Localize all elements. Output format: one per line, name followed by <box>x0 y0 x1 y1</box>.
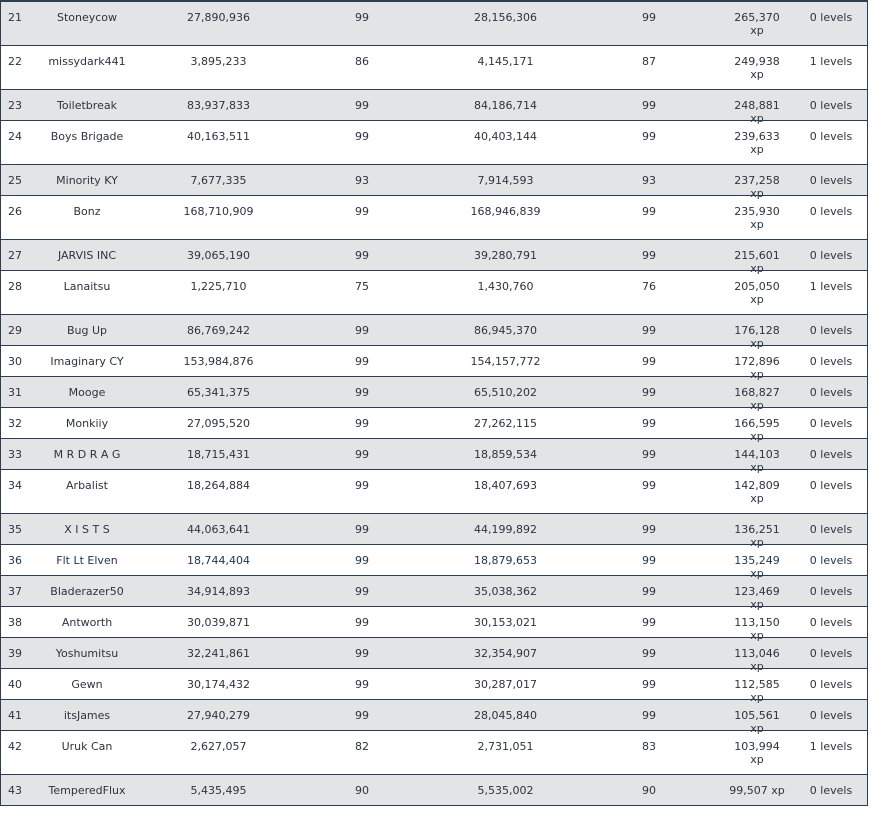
start-level-cell: 99 <box>355 585 369 598</box>
table-row <box>1 196 867 240</box>
player-name-cell: Imaginary CY <box>50 355 124 368</box>
start-xp-cell: 27,890,936 <box>187 11 250 24</box>
rank-cell: 37 <box>8 585 22 598</box>
table-row <box>1 669 867 704</box>
xp-gained-cell <box>719 121 795 156</box>
end-xp-cell: 35,038,362 <box>474 585 537 598</box>
table-row <box>1 545 867 580</box>
end-xp-cell: 154,157,772 <box>470 355 541 368</box>
table-row <box>1 121 867 165</box>
start-level-cell: 99 <box>355 205 369 218</box>
start-level-cell: 99 <box>355 386 369 399</box>
start-level-cell: 90 <box>355 784 369 797</box>
levels-gained-cell: 0 levels <box>809 554 853 567</box>
end-level-cell: 99 <box>642 324 656 337</box>
xp-gained-text: 168,827 xp <box>734 386 780 412</box>
player-name-cell: TemperedFlux <box>48 784 126 797</box>
table-row <box>1 271 867 315</box>
player-name-cell: Bug Up <box>66 324 108 337</box>
start-level-cell: 99 <box>355 448 369 461</box>
xp-gained-cell <box>719 240 795 275</box>
end-level-cell: 87 <box>642 55 656 68</box>
start-level-cell: 99 <box>355 99 369 112</box>
levels-gained-cell: 0 levels <box>809 324 853 337</box>
xp-gained-cell <box>719 196 795 231</box>
player-name-cell: missydark441 <box>48 55 126 68</box>
start-level-cell: 99 <box>355 11 369 24</box>
levels-gained-cell: 0 levels <box>809 205 853 218</box>
start-level-cell: 99 <box>355 616 369 629</box>
xp-gained-cell <box>719 607 795 642</box>
rank-cell: 30 <box>8 355 22 368</box>
table-row <box>1 514 867 549</box>
rank-cell: 23 <box>8 99 22 112</box>
start-xp-cell: 30,039,871 <box>187 616 250 629</box>
start-xp-cell: 153,984,876 <box>183 355 254 368</box>
levels-gained-cell: 1 levels <box>809 280 853 293</box>
end-xp-cell: 86,945,370 <box>474 324 537 337</box>
player-name-cell: Minority KY <box>56 174 118 187</box>
rank-cell: 22 <box>8 55 22 68</box>
end-xp-cell: 2,731,051 <box>477 740 534 753</box>
end-xp-cell: 168,946,839 <box>470 205 541 218</box>
start-xp-cell: 34,914,893 <box>187 585 250 598</box>
table-row <box>1 576 867 611</box>
table-row <box>1 2 867 46</box>
start-xp-cell: 18,264,884 <box>187 479 250 492</box>
rank-cell: 42 <box>8 740 22 753</box>
xp-gained-cell <box>719 638 795 673</box>
levels-gained-cell: 0 levels <box>809 585 853 598</box>
xp-gained-text: 123,469 xp <box>734 585 780 611</box>
end-xp-cell: 18,407,693 <box>474 479 537 492</box>
end-xp-cell: 28,156,306 <box>474 11 537 24</box>
levels-gained-cell: 0 levels <box>809 784 853 797</box>
xp-gained-text: 113,150 xp <box>734 616 780 642</box>
rank-cell: 39 <box>8 647 22 660</box>
xp-gained-cell <box>719 408 795 443</box>
start-xp-cell: 44,063,641 <box>187 523 250 536</box>
end-level-cell: 99 <box>642 99 656 112</box>
start-level-cell: 99 <box>355 417 369 430</box>
end-level-cell: 90 <box>642 784 656 797</box>
levels-gained-cell: 1 levels <box>809 55 853 68</box>
start-xp-cell: 168,710,909 <box>183 205 254 218</box>
rank-cell: 32 <box>8 417 22 430</box>
player-name-cell: Gewn <box>71 678 103 691</box>
xp-gained-cell <box>719 514 795 549</box>
end-level-cell: 99 <box>642 523 656 536</box>
xp-gained-text: 144,103 xp <box>734 448 780 474</box>
levels-gained-cell: 0 levels <box>809 99 853 112</box>
start-level-cell: 99 <box>355 479 369 492</box>
end-level-cell: 99 <box>642 479 656 492</box>
end-xp-cell: 4,145,171 <box>477 55 534 68</box>
start-xp-cell: 7,677,335 <box>190 174 247 187</box>
end-level-cell: 93 <box>642 174 656 187</box>
xp-gained-cell <box>719 2 795 37</box>
xp-gained-text: 172,896 xp <box>734 355 780 381</box>
end-level-cell: 99 <box>642 448 656 461</box>
end-xp-cell: 39,280,791 <box>474 249 537 262</box>
end-level-cell: 99 <box>642 647 656 660</box>
xp-gained-cell <box>719 775 795 797</box>
end-xp-cell: 30,153,021 <box>474 616 537 629</box>
end-level-cell: 99 <box>642 11 656 24</box>
end-xp-cell: 27,262,115 <box>474 417 537 430</box>
levels-gained-cell: 0 levels <box>809 479 853 492</box>
xp-gained-text: 113,046 xp <box>734 647 780 673</box>
levels-gained-cell: 0 levels <box>809 355 853 368</box>
xp-gained-cell <box>719 439 795 474</box>
start-level-cell: 99 <box>355 355 369 368</box>
xp-gained-cell <box>719 576 795 611</box>
xp-gained-text: 215,601 xp <box>734 249 780 275</box>
start-xp-cell: 32,241,861 <box>187 647 250 660</box>
start-xp-cell: 2,627,057 <box>190 740 247 753</box>
rank-cell: 43 <box>8 784 22 797</box>
start-xp-cell: 30,174,432 <box>187 678 250 691</box>
player-name-cell: Yoshumitsu <box>55 647 119 660</box>
rank-cell: 21 <box>8 11 22 24</box>
levels-gained-cell: 0 levels <box>809 249 853 262</box>
start-xp-cell: 18,715,431 <box>187 448 250 461</box>
table-row <box>1 607 867 642</box>
xp-gained-cell <box>719 731 795 766</box>
xp-gained-text: 176,128 xp <box>734 324 780 350</box>
end-level-cell: 99 <box>642 554 656 567</box>
xp-gained-cell <box>719 271 795 306</box>
rank-cell: 28 <box>8 280 22 293</box>
player-name-cell: Boys Brigade <box>50 130 124 143</box>
xp-gained-cell <box>719 377 795 412</box>
table-row <box>1 315 867 350</box>
player-name-cell: Arbalist <box>66 479 108 492</box>
rank-cell: 40 <box>8 678 22 691</box>
xp-gained-text: 239,633 xp <box>734 130 780 156</box>
start-level-cell: 99 <box>355 324 369 337</box>
levels-gained-cell: 0 levels <box>809 709 853 722</box>
start-level-cell: 99 <box>355 709 369 722</box>
xp-gained-cell <box>719 315 795 350</box>
player-name-cell: Antworth <box>61 616 113 629</box>
player-name-cell: Flt Lt Elven <box>56 554 118 567</box>
levels-gained-cell: 0 levels <box>809 386 853 399</box>
xp-gained-cell <box>719 165 795 200</box>
xp-gained-cell <box>719 470 795 505</box>
levels-gained-cell: 0 levels <box>809 678 853 691</box>
start-level-cell: 99 <box>355 647 369 660</box>
start-level-cell: 99 <box>355 130 369 143</box>
table-row <box>1 90 867 125</box>
start-xp-cell: 3,895,233 <box>190 55 247 68</box>
levels-gained-cell: 0 levels <box>809 523 853 536</box>
start-level-cell: 75 <box>355 280 369 293</box>
rank-cell: 35 <box>8 523 22 536</box>
end-level-cell: 99 <box>642 417 656 430</box>
xp-gained-cell <box>719 346 795 381</box>
end-level-cell: 99 <box>642 355 656 368</box>
rank-cell: 26 <box>8 205 22 218</box>
start-xp-cell: 5,435,495 <box>190 784 247 797</box>
player-name-cell: Lanaitsu <box>63 280 111 293</box>
xp-gained-cell <box>719 46 795 81</box>
player-name-cell: JARVIS INC <box>57 249 117 262</box>
start-xp-cell: 39,065,190 <box>187 249 250 262</box>
start-level-cell: 86 <box>355 55 369 68</box>
player-name-cell: Mooge <box>68 386 106 399</box>
start-xp-cell: 83,937,833 <box>187 99 250 112</box>
xp-gained-text: 135,249 xp <box>734 554 780 580</box>
rank-cell: 24 <box>8 130 22 143</box>
levels-gained-cell: 0 levels <box>809 11 853 24</box>
start-level-cell: 93 <box>355 174 369 187</box>
table-row <box>1 46 867 90</box>
xp-gained-text: 249,938 xp <box>734 55 780 81</box>
levels-gained-cell: 0 levels <box>809 174 853 187</box>
end-xp-cell: 18,879,653 <box>474 554 537 567</box>
xp-gained-text: 205,050 xp <box>734 280 780 306</box>
end-level-cell: 76 <box>642 280 656 293</box>
rank-cell: 34 <box>8 479 22 492</box>
end-xp-cell: 5,535,002 <box>477 784 534 797</box>
levels-gained-cell: 1 levels <box>809 740 853 753</box>
start-xp-cell: 86,769,242 <box>187 324 250 337</box>
end-xp-cell: 1,430,760 <box>477 280 534 293</box>
table-row <box>1 731 867 775</box>
xp-gained-text: 237,258 xp <box>734 174 780 200</box>
levels-gained-cell: 0 levels <box>809 417 853 430</box>
levels-gained-cell: 0 levels <box>809 448 853 461</box>
table-row <box>1 408 867 443</box>
end-level-cell: 99 <box>642 585 656 598</box>
start-xp-cell: 27,095,520 <box>187 417 250 430</box>
start-xp-cell: 18,744,404 <box>187 554 250 567</box>
end-level-cell: 99 <box>642 205 656 218</box>
rank-cell: 27 <box>8 249 22 262</box>
table-row <box>1 377 867 412</box>
end-level-cell: 83 <box>642 740 656 753</box>
rank-cell: 41 <box>8 709 22 722</box>
start-level-cell: 99 <box>355 523 369 536</box>
table-row <box>1 165 867 200</box>
start-xp-cell: 65,341,375 <box>187 386 250 399</box>
end-xp-cell: 30,287,017 <box>474 678 537 691</box>
player-name-cell: M R D R A G <box>53 448 121 461</box>
start-xp-cell: 27,940,279 <box>187 709 250 722</box>
table-row <box>1 240 867 275</box>
table-row <box>1 775 867 806</box>
rank-cell: 36 <box>8 554 22 567</box>
table-row <box>1 346 867 381</box>
end-xp-cell: 40,403,144 <box>474 130 537 143</box>
player-name-cell: Monkiiy <box>65 417 109 430</box>
end-xp-cell: 44,199,892 <box>474 523 537 536</box>
player-name-cell: Bonz <box>73 205 101 218</box>
start-level-cell: 82 <box>355 740 369 753</box>
xp-gained-cell <box>719 700 795 735</box>
start-xp-cell: 1,225,710 <box>190 280 247 293</box>
end-xp-cell: 18,859,534 <box>474 448 537 461</box>
table-row <box>1 439 867 474</box>
table-row <box>1 638 867 673</box>
player-name-cell: Bladerazer50 <box>50 585 124 598</box>
end-xp-cell: 7,914,593 <box>477 174 534 187</box>
end-level-cell: 99 <box>642 678 656 691</box>
xp-gained-text: 235,930 xp <box>734 205 780 231</box>
end-level-cell: 99 <box>642 709 656 722</box>
table-row <box>1 470 867 514</box>
start-level-cell: 99 <box>355 249 369 262</box>
rank-cell: 33 <box>8 448 22 461</box>
end-level-cell: 99 <box>642 386 656 399</box>
end-xp-cell: 65,510,202 <box>474 386 537 399</box>
player-name-cell: Stoneycow <box>56 11 118 24</box>
xp-gained-cell <box>719 545 795 580</box>
end-xp-cell: 32,354,907 <box>474 647 537 660</box>
start-level-cell: 99 <box>355 554 369 567</box>
start-level-cell: 99 <box>355 678 369 691</box>
player-name-cell: Uruk Can <box>61 740 113 753</box>
xp-gained-cell <box>719 90 795 125</box>
end-level-cell: 99 <box>642 249 656 262</box>
end-xp-cell: 84,186,714 <box>474 99 537 112</box>
levels-gained-cell: 0 levels <box>809 647 853 660</box>
rank-cell: 29 <box>8 324 22 337</box>
end-level-cell: 99 <box>642 130 656 143</box>
player-name-cell: X I S T S <box>64 523 110 536</box>
levels-gained-cell: 0 levels <box>809 130 853 143</box>
xp-gained-text: 265,370 xp <box>734 11 780 37</box>
end-level-cell: 99 <box>642 616 656 629</box>
xp-gained-text: 99,507 xp <box>729 784 785 797</box>
table-row <box>1 700 867 735</box>
rank-cell: 31 <box>8 386 22 399</box>
end-xp-cell: 28,045,840 <box>474 709 537 722</box>
start-xp-cell: 40,163,511 <box>187 130 250 143</box>
rank-cell: 38 <box>8 616 22 629</box>
xp-gained-text: 248,881 xp <box>734 99 780 125</box>
xp-gained-text: 136,251 xp <box>734 523 780 549</box>
xp-gained-text: 112,585 xp <box>734 678 780 704</box>
xp-gained-text: 105,561 xp <box>734 709 780 735</box>
xp-gained-cell <box>719 669 795 704</box>
levels-gained-cell: 0 levels <box>809 616 853 629</box>
xp-gained-text: 166,595 xp <box>734 417 780 443</box>
xp-gained-text: 142,809 xp <box>734 479 780 505</box>
player-name-cell: Toiletbreak <box>57 99 117 112</box>
xp-gained-text: 103,994 xp <box>734 740 780 766</box>
rank-cell: 25 <box>8 174 22 187</box>
player-name-cell: itsJames <box>63 709 111 722</box>
